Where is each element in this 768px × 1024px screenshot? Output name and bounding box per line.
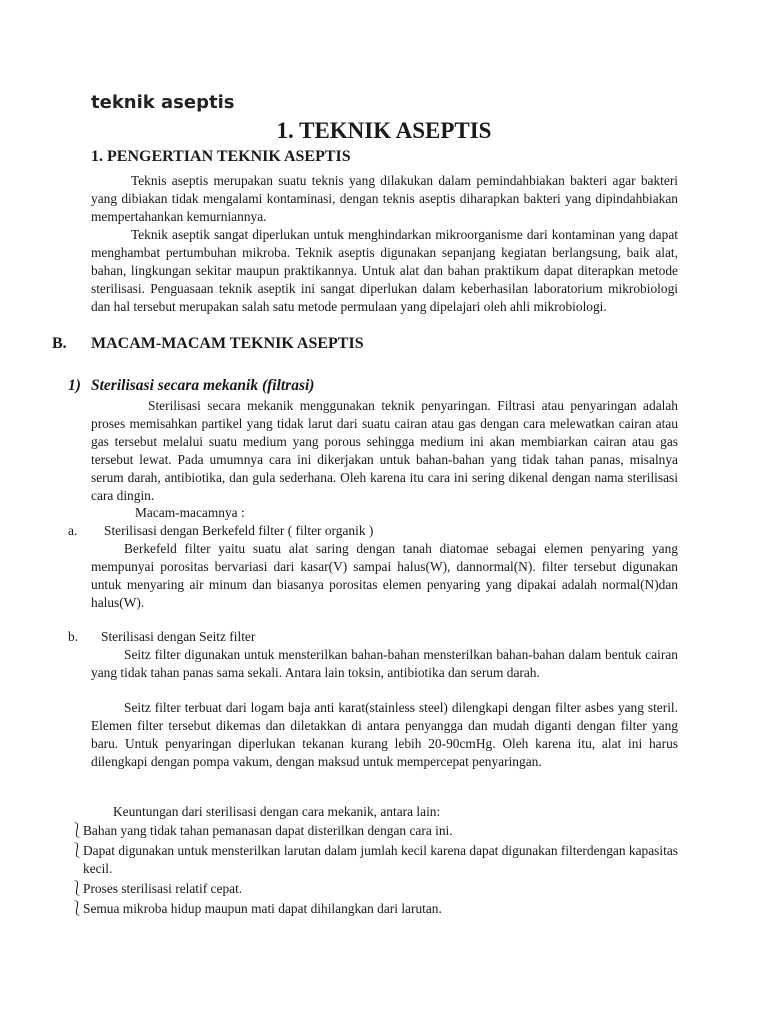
item-b-marker: b. — [68, 629, 79, 644]
bracket-bullet-icon: ⎱ — [70, 824, 84, 839]
section-heading-text: MACAM-MACAM TEKNIK ASEPTIS — [91, 335, 364, 352]
item-a-marker: a. — [68, 523, 78, 538]
paragraph-mekanik-1: Sterilisasi secara mekanik menggunakan teknik penyaringan. Filtrasi atau penyaringan adalah proses memisahkan partikel yang tidak larut dari suatu cairan atau gas dengan cara melewatkan cairan atau gas tersebut melalui suatu medium yang porous sehingga medium ini akan membiarkan cairan atau gas tersebut lewat. Pada umumnya cara ini dikerjakan untuk bahan-bahan yang tidak tahan panas, misalnya serum darah, antibiotika, dan gula sederhana. Oleh karena itu cara ini sering dikenal dengan nama sterilisasi cara dingin. — [91, 398, 678, 503]
section-heading-pengertian: 1. PENGERTIAN TEKNIK ASEPTIS — [91, 148, 351, 165]
subsection-heading-mekanik — [68, 377, 314, 395]
document-title: teknik aseptis — [91, 92, 235, 113]
paragraph-pengertian-2: Teknik aseptik sangat diperlukan untuk menghindarkan mikroorganisme dari kontaminan yang dapat menghambat pertumbuhan mikroba. Teknik aseptis digunakan sepanjang kegiatan berlangsung, baik alat, bahan, lingkungan sekitar maupun praktikannya. Untuk alat dan bahan praktikum dapat diterapkan metode sterilisasi. Penguasaan teknik aseptik ini sangat diperlukan dalam keberhasilan laboratorium mikrobiologi dan hal tersebut merupakan salah satu metode permulaan yang dipelajari oleh ahli mikrobiologi. — [91, 227, 678, 314]
section-heading-macam — [52, 335, 364, 353]
paragraph-pengertian-1: Teknis aseptis merupakan suatu teknis yang dilakukan dalam pemindahbiakan bakteri agar bakteri yang dibiakan tidak mengalami kontaminasi, dengan teknis aseptis diharapkan bakteri yang dipindahbiakan mempertahankan kemurniannya. — [91, 173, 678, 224]
bracket-bullet-icon: ⎱ — [70, 882, 84, 897]
main-heading: 1. TEKNIK ASEPTIS — [276, 118, 492, 143]
list-item: ⎱ Proses sterilisasi relatif cepat. — [70, 881, 243, 897]
section-letter: B. — [52, 335, 67, 352]
bracket-bullet-icon: ⎱ — [70, 902, 84, 917]
list-item: ⎱ Bahan yang tidak tahan pemanasan dapat disterilkan dengan cara ini. — [70, 823, 453, 839]
item-a-heading-text: Sterilisasi dengan Berkefeld filter ( filter organik ) — [104, 523, 374, 538]
subsection-heading-text: Sterilisasi secara mekanik (filtrasi) — [91, 377, 315, 394]
paragraph-macam-macamnya: Macam-macamnya : — [135, 505, 245, 520]
advantages-list — [70, 822, 678, 920]
subsection-number: 1) — [68, 377, 81, 394]
list-item: ⎱ Dapat digunakan untuk mensterilkan larutan dalam jumlah kecil karena dapat digunakan filterdengan kapasitas kecil. — [70, 843, 678, 876]
item-a-heading — [68, 522, 373, 540]
bracket-bullet-icon: ⎱ — [70, 844, 84, 859]
advantages-intro: Keuntungan dari sterilisasi dengan cara mekanik, antara lain: — [113, 804, 441, 819]
item-b-heading-text: Sterilisasi dengan Seitz filter — [101, 629, 256, 644]
list-item: ⎱ Semua mikroba hidup maupun mati dapat dihilangkan dari larutan. — [70, 901, 442, 917]
item-b-heading — [68, 628, 255, 646]
paragraph-seitz-2: Seitz filter terbuat dari logam baja anti karat(stainless steel) dilengkapi dengan filter asbes yang steril. Elemen filter tersebut dikemas dan diletakkan di antara penyangga dan mudah diganti dengan filter yang baru. Untuk penyaringan diperlukan tekanan kurang lebih 20-90cmHg. Oleh karena itu, alat ini harus dilengkapi dengan pompa vakum, dengan maksud untuk mempercepat penyaringan. — [91, 700, 678, 769]
paragraph-seitz-1: Seitz filter digunakan untuk mensterilkan bahan-bahan mensterilkan bahan-bahan dalam bentuk cairan yang tidak tahan panas sama sekali. Antara lain toksin, antibiotika dan serum darah. — [91, 647, 678, 680]
paragraph-berkefeld: Berkefeld filter yaitu suatu alat saring dengan tanah diatomae sebagai elemen penyaring yang mempunyai porositas bervariasi dari kasar(V) sampai halus(W), dannormal(N). filter tersebut digunakan untuk menyaring air minum dan biasanya porositas elemen penyaring yang dipakai adalah normal(N)dan halus(W). — [91, 541, 678, 610]
